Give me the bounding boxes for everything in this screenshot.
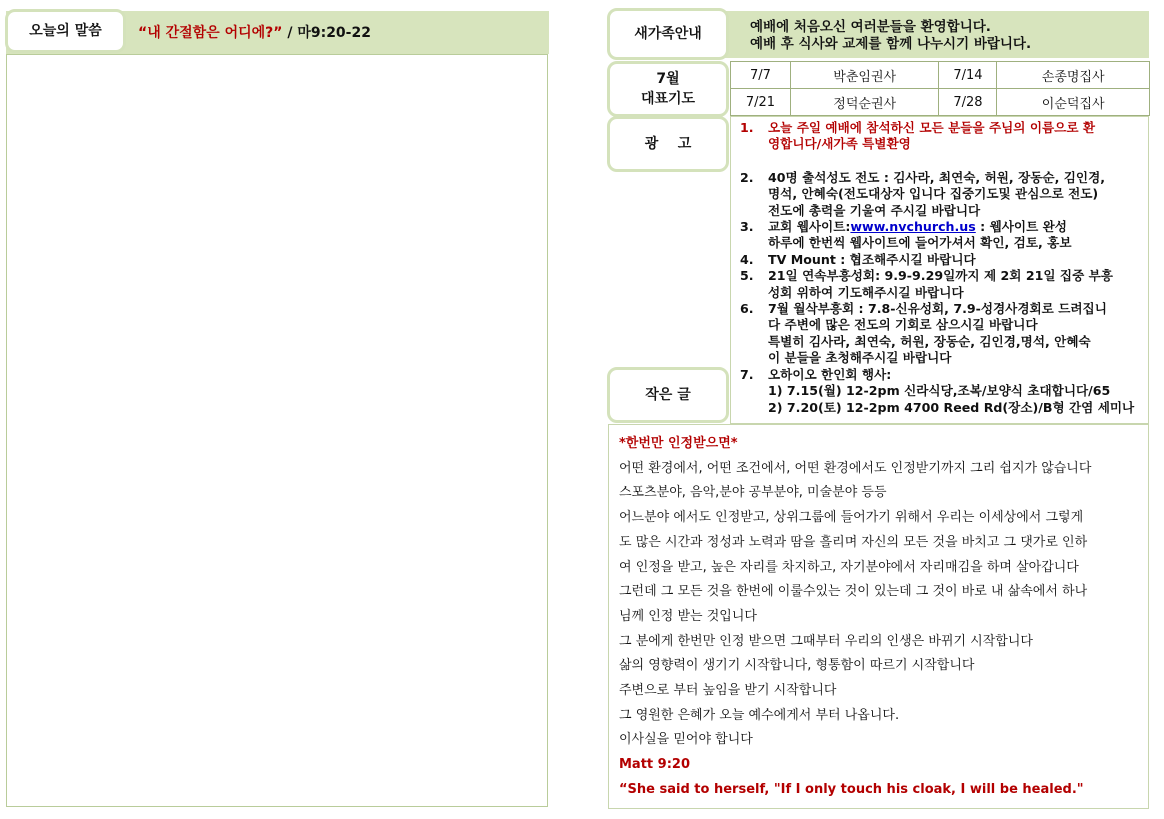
item-number: 7. [740,366,754,382]
announcement-list [740,120,1138,416]
welcome-text [750,19,1031,53]
essay-line: 주변으로 부터 높임을 받기 시작합니다 [619,683,837,699]
prayer-date: 7/14 [939,62,997,89]
item-line: 1) 7.15(월) 12-2pm 신라식당,조복/보양식 초대합니다/65 [768,383,1111,399]
prayer-name: 정덕순권사 [790,89,939,116]
sermon-title: “내 간절함은 어디에?” [138,25,283,41]
word-heading [138,22,371,42]
prayer-schedule-table [730,61,1150,116]
prayer-date: 7/7 [731,62,791,89]
essay-body [619,432,1141,803]
item-line: 오늘 주일 예배에 참석하신 모든 분들을 주님의 이름으로 환 [768,120,1096,135]
essay-line: 어떤 환경에서, 어떤 조건에서, 어떤 환경에서도 인정받기까지 그리 쉽지가 않습니다 [619,460,1092,476]
prayer-tab [607,61,729,117]
essay-line: 삶의 영향력이 생기기 시작합니다, 형통함이 따르기 시작합니다 [619,658,975,674]
item-line: 21일 연속부흥성회: 9.9-9.29일까지 제 2회 21일 집중 부흥 [768,268,1113,284]
website-link[interactable]: www.nvchurch.us [850,219,976,235]
item-line: 성회 위하여 기도해주시길 바랍니다 [768,284,964,300]
welcome-tab-label: 새가족안내 [634,26,702,42]
item-number: 4. [740,251,754,267]
prayer-name: 이순덕집사 [997,89,1150,116]
verse-reference: Matt 9:20 [619,757,690,773]
item-number: 6. [740,301,754,317]
list-item [740,170,1138,219]
item-number: 1. [740,120,754,135]
list-item [740,252,1138,268]
essay-title: *한번만 인정받으면* [619,436,738,451]
item-text: 교회 웹사이트: [768,219,851,235]
essay-tab [607,367,729,423]
item-line: TV Mount : 협조해주시길 바랍니다 [768,251,976,267]
table-row [731,89,1150,116]
sermon-reference: / 마9:20-22 [282,25,371,41]
item-number: 5. [740,268,754,284]
essay-line: 이사실을 믿어야 합니다 [619,732,753,748]
item-line: 오하이오 한인회 행사: [768,366,892,382]
list-item [740,367,1138,416]
essay-line: 그런데 그 모든 것을 한번에 이룰수있는 것이 있는데 그 것이 바로 내 삶속에서 하나 [619,584,1088,600]
item-number: 2. [740,169,754,185]
list-item [740,219,1138,252]
essay-line: 그 영원한 은혜가 오늘 예수에게서 부터 나옵니다. [619,707,900,723]
prayer-tab-label: 대표기도 [640,91,696,107]
word-tab [5,9,126,53]
verse-text: “She said to herself, "If I only touch his cloak, I will be healed." [619,781,1084,797]
announcements-tab [607,116,729,172]
item-line: 40명 출석성도 전도 : 김사라, 최연숙, 허원, 장동순, 김인경, [768,169,1106,185]
prayer-date: 7/28 [939,89,997,116]
essay-line: 여 인정을 받고, 높은 자리를 차지하고, 자기분야에서 자리매김을 하며 살아갑니다 [619,559,1079,575]
item-line: 전도에 총력을 기울여 주시길 바랍니다 [768,202,981,218]
item-line: 특별히 김사라, 최연숙, 허원, 장동순, 김인경,명석, 안혜숙 [768,333,1091,349]
item-text: : 웹사이트 완성 [975,219,1067,235]
welcome-line-2: 예배 후 식사와 교제를 함께 나누시기 바랍니다. [750,36,1032,52]
prayer-name: 손종명집사 [997,62,1150,89]
essay-line: 스포츠분야, 음악,분야 공부분야, 미술분야 등등 [619,485,887,501]
welcome-tab [607,8,729,60]
item-line: 다 주변에 많은 전도의 기회로 삼으시길 바랍니다 [768,317,1038,333]
sermon-notes-panel [6,54,548,807]
prayer-name: 박춘임권사 [790,62,939,89]
item-line: 7월 월삭부흥회 : 7.8-신유성회, 7.9-성경사경회로 드려집니 [768,301,1107,317]
prayer-date: 7/21 [731,89,791,116]
list-item [740,268,1138,301]
essay-line: 어느분야 에서도 인정받고, 상위그룹에 들어가기 위해서 우리는 이세상에서 그렇게 [619,510,1084,526]
word-tab-label: 오늘의 말씀 [29,23,102,39]
essay-line: 님께 인정 받는 것입니다 [619,608,757,624]
essay-line: 도 많은 시간과 정성과 노력과 땀을 흘리며 자신의 모든 것을 바치고 그 댓가로 인하 [619,534,1088,550]
list-item [740,301,1138,367]
item-number: 3. [740,219,754,235]
prayer-tab-month: 7월 [656,71,680,87]
essay-tab-label: 작은 글 [645,387,691,403]
list-item [740,120,1138,153]
item-line: 이 분들을 초청해주시길 바랍니다 [768,350,952,366]
item-line: 2) 7.20(토) 12-2pm 4700 Reed Rd(장소)/B형 간염 세미나 [768,399,1135,415]
essay-line: 그 분에게 한번만 인정 받으면 그때부터 우리의 인생은 바뀌기 시작합니다 [619,633,1033,649]
item-line: 하루에 한번씩 웹사이트에 들어가셔서 확인, 검토, 홍보 [768,235,1072,251]
announcements-tab-label: 광 고 [644,136,692,152]
table-row [731,62,1150,89]
welcome-line-1: 예배에 처음오신 여러분들을 환영합니다. [750,19,991,35]
item-line: 명석, 안혜숙(전도대상자 입니다 집중기도및 관심으로 전도) [768,186,1099,202]
item-line: 영합니다/새가족 특별환영 [768,136,911,152]
